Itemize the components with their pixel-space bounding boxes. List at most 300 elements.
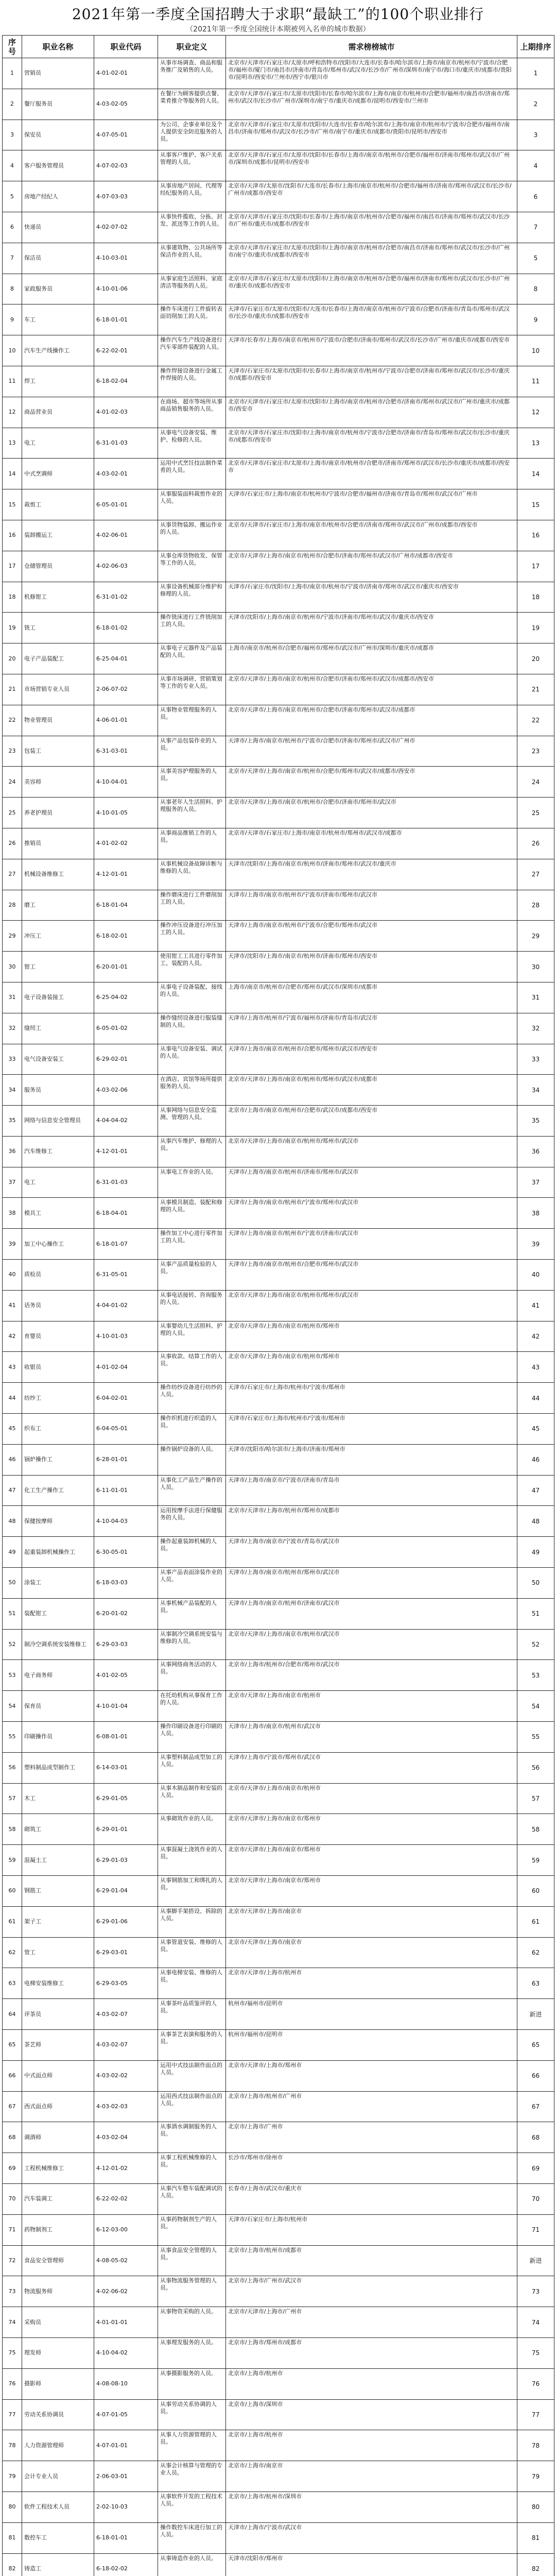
cell-name: 育婴员 <box>22 1321 94 1352</box>
cell-name: 冲压工 <box>22 921 94 952</box>
cell-code: 4-03-02-06 <box>94 1075 158 1106</box>
cell-definition: 使用钳工工具进行零件加工、装配的人员。 <box>158 952 226 982</box>
cell-cities: 天津市/上海市/杭州市/宁波市/福州市/济南市/青岛市/武汉市 <box>226 1013 517 1044</box>
header-cities: 需求榜榜城市 <box>226 36 517 58</box>
cell-last-rank: 54 <box>517 1691 554 1722</box>
table-row <box>3 859 554 890</box>
cell-code: 4-03-02-01 <box>94 459 158 489</box>
cell-cities: 天津市/沈阳市/哈尔滨市/上海市/济南市/郑州市 <box>226 1445 517 1476</box>
cell-name: 装配钳工 <box>22 1599 94 1630</box>
cell-last-rank: 77 <box>517 2400 554 2431</box>
cell-no: 77 <box>3 2400 22 2431</box>
cell-cities: 北京市/天津市/上海市/南京市/郑州市 <box>226 1814 517 1845</box>
cell-cities: 北京市/天津市/上海市/郑州市 <box>226 2061 517 2092</box>
cell-code: 4-10-01-05 <box>94 798 158 828</box>
cell-code: 4-10-04-01 <box>94 767 158 798</box>
cell-definition: 操作印刷设备进行印刷的人员。 <box>158 1722 226 1753</box>
cell-definition: 从事美容护理服务的人员。 <box>158 767 226 798</box>
table-row <box>3 582 554 613</box>
cell-name: 采购员 <box>22 2307 94 2338</box>
cell-last-rank: 2 <box>517 89 554 120</box>
cell-name: 保洁员 <box>22 243 94 274</box>
cell-name: 织布工 <box>22 1414 94 1445</box>
table-row <box>3 1537 554 1568</box>
cell-no: 74 <box>3 2307 22 2338</box>
cell-last-rank: 79 <box>517 2461 554 2492</box>
cell-name: 物业管理员 <box>22 705 94 736</box>
cell-last-rank: 15 <box>517 489 554 520</box>
cell-last-rank: 57 <box>517 1784 554 1815</box>
cell-name: 钳工 <box>22 952 94 982</box>
cell-definition: 操作铣床进行工件铣削加工的人员。 <box>158 613 226 643</box>
cell-last-rank: 10 <box>517 335 554 366</box>
cell-cities: 北京市/上海市/杭州市 <box>226 2430 517 2461</box>
cell-no: 46 <box>3 1445 22 1476</box>
table-row <box>3 1229 554 1260</box>
cell-name: 商品营业员 <box>22 397 94 428</box>
cell-definition: 从事产品质量检验的人员。 <box>158 1260 226 1291</box>
cell-code: 4-03-02-07 <box>94 2030 158 2061</box>
cell-cities: 北京市/上海市/杭州市/成都市 <box>226 2246 517 2277</box>
cell-cities: 天津市/石家庄市/上海市/杭州市 <box>226 2215 517 2246</box>
cell-code: 6-20-01-02 <box>94 1599 158 1630</box>
cell-code: 4-07-02-03 <box>94 150 158 181</box>
cell-definition: 操作汽车生产线设备进行汽车零部件装配的人员。 <box>158 335 226 366</box>
table-row <box>3 2276 554 2307</box>
table-row <box>3 1660 554 1691</box>
cell-code: 4-10-03-01 <box>94 243 158 274</box>
cell-no: 43 <box>3 1352 22 1383</box>
cell-definition: 从事摄影服务的人员。 <box>158 2369 226 2400</box>
cell-name: 铣工 <box>22 613 94 643</box>
cell-no: 31 <box>3 982 22 1013</box>
cell-cities: 天津市/上海市/南京市/杭州市/宁波市/济南市/郑州市/武汉市 <box>226 890 517 921</box>
cell-name: 磨工 <box>22 890 94 921</box>
cell-cities: 北京市/天津市/上海市/南京市/杭州市/郑州市/武汉市 <box>226 1137 517 1167</box>
cell-code: 4-02-07-02 <box>94 212 158 243</box>
cell-definition: 操作数控车床进行加工的人员。 <box>158 2523 226 2554</box>
cell-no: 54 <box>3 1691 22 1722</box>
cell-no: 50 <box>3 1568 22 1599</box>
table-row <box>3 1938 554 1969</box>
cell-no: 41 <box>3 1291 22 1321</box>
cell-definition: 操作织机进行织造的人员。 <box>158 1414 226 1445</box>
cell-code: 6-12-03-00 <box>94 2215 158 2246</box>
cell-definition: 从事制冷空调系统安装与维修的人员。 <box>158 1630 226 1660</box>
cell-definition: 从事快件揽收、分拣、封发、派送等工作的人员。 <box>158 212 226 243</box>
cell-definition: 从事铸造作业的人员。 <box>158 2554 226 2576</box>
cell-cities: 北京市/上海市/深圳市 <box>226 2400 517 2431</box>
cell-definition: 从事工程机械维修的人员。 <box>158 2153 226 2184</box>
cell-no: 38 <box>3 1198 22 1229</box>
cell-definition: 操作冲压设备进行冲压加工的人员。 <box>158 921 226 952</box>
table-row <box>3 1476 554 1506</box>
cell-last-rank: 22 <box>517 705 554 736</box>
cell-no: 34 <box>3 1075 22 1106</box>
table-row <box>3 1845 554 1876</box>
cell-cities: 天津市/沈阳市/上海市/南京市/杭州市/济南市/郑州市/西安市 <box>226 952 517 982</box>
cell-last-rank: 50 <box>517 1568 554 1599</box>
table-row <box>3 674 554 705</box>
table-row <box>3 1352 554 1383</box>
cell-no: 63 <box>3 1968 22 1999</box>
cell-name: 塑料制品成型制作工 <box>22 1753 94 1784</box>
document-subtitle: （2021年第一季度全国统计本期被列入名单的城市数据） <box>186 25 370 33</box>
cell-last-rank: 34 <box>517 1075 554 1106</box>
cell-last-rank: 13 <box>517 428 554 459</box>
cell-code: 4-06-01-01 <box>94 705 158 736</box>
cell-no: 81 <box>3 2523 22 2554</box>
cell-cities: 北京市/天津市/上海市/南京市/杭州市/合肥市/济南市/郑州市/武汉市 <box>226 798 517 828</box>
cell-cities: 天津市/上海市/南京市/杭州市/宁波市/合肥市/济南市/郑州市/武汉市/广州市 <box>226 736 517 767</box>
cell-no: 73 <box>3 2276 22 2307</box>
cell-name: 药物制剂工 <box>22 2215 94 2246</box>
header-code: 职业代码 <box>94 36 158 58</box>
cell-code: 4-02-06-01 <box>94 520 158 551</box>
cell-name: 汽车生产线操作工 <box>22 335 94 366</box>
cell-definition: 从事汽车整车装配调试的人员。 <box>158 2184 226 2215</box>
cell-last-rank: 48 <box>517 1506 554 1537</box>
cell-code: 2-06-07-02 <box>94 674 158 705</box>
cell-definition: 从事市场调研、营销策划等工作的专业人员。 <box>158 674 226 705</box>
cell-name: 车工 <box>22 304 94 335</box>
cell-definition: 从事老年人生活照料、护理服务的人员。 <box>158 798 226 828</box>
cell-cities: 北京市/天津市/上海市/南京市/杭州市/武汉市 <box>226 1630 517 1660</box>
cell-code: 6-04-02-01 <box>94 1383 158 1414</box>
cell-cities: 长沙市/郑州市/徐州市 <box>226 2153 517 2184</box>
cell-code: 6-29-03-05 <box>94 1968 158 1999</box>
cell-cities: 长春市/上海市/武汉市/重庆市 <box>226 2184 517 2215</box>
table-row <box>3 1445 554 1476</box>
ranking-table <box>2 35 554 2576</box>
cell-cities: 上海市/南京市/杭州市/合肥市/福州市/郑州市/武汉市/广州市/深圳市/重庆市/成都市 <box>226 643 517 674</box>
table-row <box>3 58 554 89</box>
table-row <box>3 613 554 643</box>
cell-last-rank: 47 <box>517 1476 554 1506</box>
cell-code: 6-29-01-06 <box>94 1907 158 1938</box>
cell-name: 网络与信息安全管理员 <box>22 1106 94 1137</box>
cell-last-rank: 46 <box>517 1445 554 1476</box>
cell-code: 4-10-04-03 <box>94 1506 158 1537</box>
cell-cities: 天津市/沈阳市/上海市/南京市/杭州市/宁波市/济南市/郑州市/武汉市/重庆市/西安市 <box>226 613 517 643</box>
cell-no: 8 <box>3 274 22 305</box>
cell-last-rank: 51 <box>517 1599 554 1630</box>
cell-no: 37 <box>3 1167 22 1198</box>
cell-definition: 从事电气设备安装、调试的人员。 <box>158 1044 226 1075</box>
cell-name: 会计专业人员 <box>22 2461 94 2492</box>
cell-name: 快递员 <box>22 212 94 243</box>
cell-code: 6-04-05-01 <box>94 1414 158 1445</box>
cell-definition: 从事机械设备故障诊断与维修的人员。 <box>158 859 226 890</box>
cell-code: 4-01-01-01 <box>94 2307 158 2338</box>
cell-cities: 北京市/上海市/杭州市 <box>226 2369 517 2400</box>
cell-code: 4-04-01-02 <box>94 1291 158 1321</box>
cell-last-rank: 49 <box>517 1537 554 1568</box>
cell-last-rank: 18 <box>517 582 554 613</box>
table-row <box>3 890 554 921</box>
cell-no: 45 <box>3 1414 22 1445</box>
cell-last-rank: 17 <box>517 551 554 582</box>
cell-no: 30 <box>3 952 22 982</box>
cell-last-rank: 39 <box>517 1229 554 1260</box>
cell-name: 包装工 <box>22 736 94 767</box>
table-row <box>3 736 554 767</box>
cell-last-rank: 58 <box>517 1814 554 1845</box>
cell-code: 4-12-01-01 <box>94 1137 158 1167</box>
cell-cities: 北京市/天津市/石家庄市/太原市/沈阳市/大连市/长春市/哈尔滨市/上海市/南京市/杭州市/宁波市/合肥市/福州市/南昌市/济南市/郑州市/武汉市/长沙市/广州市/南宁市/重庆市/成都市/贵阳市/昆明市/西安市 <box>226 120 517 151</box>
table-row <box>3 2523 554 2554</box>
table-row <box>3 2369 554 2400</box>
cell-no: 76 <box>3 2369 22 2400</box>
cell-code: 4-10-04-02 <box>94 2338 158 2369</box>
cell-cities: 天津市/石家庄市/沈阳市/上海市/南京市/杭州市/宁波市/济南市/郑州市/武汉市/重庆市/西安市 <box>226 582 517 613</box>
cell-code: 4-10-01-04 <box>94 1691 158 1722</box>
cell-name: 木工 <box>22 1784 94 1815</box>
cell-definition: 从事管道安装、维修的人员。 <box>158 1938 226 1969</box>
cell-name: 中式面点师 <box>22 2061 94 2092</box>
cell-definition: 从事理发服务的人员。 <box>158 2338 226 2369</box>
cell-last-rank: 9 <box>517 304 554 335</box>
cell-no: 11 <box>3 366 22 397</box>
cell-name: 钢筋工 <box>22 1876 94 1907</box>
cell-definition: 从事电话接转、咨询服务的人员。 <box>158 1291 226 1321</box>
cell-definition: 从事商品推销工作的人员。 <box>158 828 226 859</box>
cell-no: 27 <box>3 859 22 890</box>
cell-definition: 从事钢筋加工和绑扎的人员。 <box>158 1876 226 1907</box>
cell-definition: 从事机械产品装配的人员。 <box>158 1599 226 1630</box>
cell-definition: 从事电气设备安装、维护、检修的人员。 <box>158 428 226 459</box>
cell-code: 4-03-02-04 <box>94 2122 158 2153</box>
cell-code: 6-18-02-04 <box>94 366 158 397</box>
cell-name: 西式面点师 <box>22 2092 94 2123</box>
table-row <box>3 274 554 305</box>
cell-name: 理发师 <box>22 2338 94 2369</box>
cell-cities: 北京市/上海市/杭州市/合肥市/郑州市/武汉市 <box>226 1660 517 1691</box>
cell-last-rank: 40 <box>517 1260 554 1291</box>
cell-last-rank: 75 <box>517 2338 554 2369</box>
cell-last-rank: 38 <box>517 1198 554 1229</box>
cell-code: 6-08-01-01 <box>94 1722 158 1753</box>
cell-name: 制冷空调系统安装维修工 <box>22 1630 94 1660</box>
cell-no: 40 <box>3 1260 22 1291</box>
cell-definition: 从事脚手架搭设、拆除的人员。 <box>158 1907 226 1938</box>
cell-code: 4-03-02-03 <box>94 2092 158 2123</box>
cell-definition: 从事网络与信息安全监测、管理的人员。 <box>158 1106 226 1137</box>
cell-name: 汽车装调工 <box>22 2184 94 2215</box>
cell-cities: 北京市/天津市/石家庄市/上海市/南京市/杭州市/郑州市/武汉市/成都市 <box>226 828 517 859</box>
cell-last-rank: 56 <box>517 1753 554 1784</box>
table-row <box>3 489 554 520</box>
cell-name: 养老护理员 <box>22 798 94 828</box>
cell-cities: 北京市/上海市/广州市/武汉市 <box>226 2276 517 2307</box>
table-row <box>3 2092 554 2123</box>
cell-cities: 天津市/沈阳市/郑州市 <box>226 2554 517 2576</box>
cell-name: 起重装卸机械操作工 <box>22 1537 94 1568</box>
cell-code: 6-29-03-01 <box>94 1938 158 1969</box>
cell-cities: 天津市/上海市/南京市/杭州市/济南市/武汉市 <box>226 1599 517 1630</box>
cell-last-rank: 69 <box>517 2153 554 2184</box>
cell-name: 保健按摩师 <box>22 1506 94 1537</box>
cell-definition: 从事仓库货物收发、保管等工作的人员。 <box>158 551 226 582</box>
cell-last-rank: 31 <box>517 982 554 1013</box>
cell-cities: 杭州市/福州市/昆明市 <box>226 2030 517 2061</box>
table-row <box>3 243 554 274</box>
cell-definition: 从事电梯安装、维修的人员。 <box>158 1968 226 1999</box>
cell-no: 67 <box>3 2092 22 2123</box>
cell-last-rank: 5 <box>517 243 554 274</box>
cell-code: 6-31-03-01 <box>94 736 158 767</box>
cell-no: 16 <box>3 520 22 551</box>
cell-no: 72 <box>3 2246 22 2277</box>
cell-last-rank: 41 <box>517 1291 554 1321</box>
cell-cities: 北京市/天津市/石家庄市/上海市/南京市/杭州市/合肥市/济南市/郑州市/武汉市/广州市/成都市/西安市 <box>226 520 517 551</box>
cell-name: 工程机械维修工 <box>22 2153 94 2184</box>
table-row <box>3 335 554 366</box>
cell-code: 6-22-02-02 <box>94 2184 158 2215</box>
table-row <box>3 2030 554 2061</box>
cell-last-rank: 81 <box>517 2523 554 2554</box>
cell-cities: 天津市/石家庄市/太原市/沈阳市/长春市/上海市/南京市/杭州市/宁波市/合肥市/济南市/郑州市/武汉市/长沙市/重庆市/成都市/西安市 <box>226 366 517 397</box>
cell-code: 6-18-04-01 <box>94 1198 158 1229</box>
cell-code: 6-11-01-01 <box>94 1476 158 1506</box>
cell-definition: 从事劳动关系协调的人员。 <box>158 2400 226 2431</box>
cell-name: 裁剪工 <box>22 489 94 520</box>
cell-no: 56 <box>3 1753 22 1784</box>
cell-definition: 从事药物制剂生产的人员。 <box>158 2215 226 2246</box>
cell-last-rank: 21 <box>517 674 554 705</box>
cell-last-rank: 1 <box>517 58 554 89</box>
cell-definition: 从事食品安全管理的人员。 <box>158 2246 226 2277</box>
cell-last-rank: 37 <box>517 1167 554 1198</box>
table-row <box>3 1722 554 1753</box>
table-row <box>3 2153 554 2184</box>
cell-name: 数控车工 <box>22 2523 94 2554</box>
table-row <box>3 459 554 489</box>
cell-code: 6-31-01-02 <box>94 582 158 613</box>
table-row <box>3 1106 554 1137</box>
cell-last-rank: 12 <box>517 397 554 428</box>
cell-name: 砌筑工 <box>22 1814 94 1845</box>
cell-code: 4-02-06-03 <box>94 551 158 582</box>
cell-last-rank: 19 <box>517 613 554 643</box>
cell-definition: 从事茶艺表演和服务的人员。 <box>158 2030 226 2061</box>
table-row <box>3 2461 554 2492</box>
cell-definition: 从事市场调查、商品和服务推广及销售的人员。 <box>158 58 226 89</box>
cell-name: 机械设备维修工 <box>22 859 94 890</box>
cell-cities: 天津市/沈阳市/上海市/南京市/杭州市/济南市/郑州市/武汉市/重庆市 <box>226 859 517 890</box>
cell-name: 化工生产操作工 <box>22 1476 94 1506</box>
cell-last-rank: 67 <box>517 2092 554 2123</box>
cell-cities: 北京市/天津市/石家庄市/沈阳市/上海市/南京市/杭州市/宁波市/合肥市/济南市/青岛市/郑州市/武汉市/长沙市/重庆市/成都市/西安市 <box>226 428 517 459</box>
cell-no: 71 <box>3 2215 22 2246</box>
cell-cities: 北京市/上海市/郑州市/成都市 <box>226 2338 517 2369</box>
cell-definition: 操作磨床进行工件磨削加工的人员。 <box>158 890 226 921</box>
cell-no: 68 <box>3 2122 22 2153</box>
cell-no: 21 <box>3 674 22 705</box>
cell-name: 保安员 <box>22 120 94 151</box>
cell-name: 服务员 <box>22 1075 94 1106</box>
cell-cities: 天津市/石家庄市/太原市/沈阳市/大连市/长春市/上海市/南京市/杭州市/宁波市/合肥市/济南市/青岛市/郑州市/武汉市/长沙市/重庆市/成都市/西安市 <box>226 304 517 335</box>
cell-cities: 天津市/石家庄市/上海市/南京市/杭州市/宁波市/合肥市/福州市/济南市/青岛市/郑州市/武汉市/广州市 <box>226 489 517 520</box>
cell-definition: 从事砌筑作业的人员。 <box>158 1814 226 1845</box>
cell-cities: 北京市/天津市/石家庄市/太原市/呼和浩特市/沈阳市/大连市/长春市/哈尔滨市/上海市/南京市/杭州市/宁波市/合肥市/福州市/厦门市/南昌市/济南市/青岛市/郑州市/武汉市/长沙市/广州市/深圳市/南宁市/海口市/重庆市/成都市/贵阳市/昆明市/西安市/兰州市/西宁市/银川市 <box>226 58 517 89</box>
cell-name: 印刷操作员 <box>22 1722 94 1753</box>
cell-code: 4-03-02-07 <box>94 1999 158 2030</box>
cell-cities: 北京市/天津市/上海市/南京市 <box>226 1938 517 1969</box>
table-row <box>3 1753 554 1784</box>
cell-no: 69 <box>3 2153 22 2184</box>
cell-cities: 北京市/天津市/上海市/南京市/杭州市/郑州市 <box>226 1321 517 1352</box>
cell-code: 6-18-02-01 <box>94 921 158 952</box>
cell-no: 44 <box>3 1383 22 1414</box>
cell-definition: 从事茶叶品质鉴评的人员。 <box>158 1999 226 2030</box>
cell-cities: 北京市/天津市/太原市/沈阳市/大连市/长春市/上海市/南京市/杭州市/合肥市/福州市/济南市/郑州市/武汉市/长沙市/广州市/成都市/西安市 <box>226 181 517 212</box>
table-row <box>3 1321 554 1352</box>
cell-code: 4-03-02-05 <box>94 89 158 120</box>
cell-code: 6-31-01-03 <box>94 1167 158 1198</box>
cell-no: 3 <box>3 120 22 151</box>
cell-no: 24 <box>3 767 22 798</box>
cell-code: 4-10-01-06 <box>94 274 158 305</box>
cell-last-rank: 26 <box>517 828 554 859</box>
table-row <box>3 1137 554 1167</box>
cell-last-rank: 16 <box>517 520 554 551</box>
cell-name: 电子产品装配工 <box>22 643 94 674</box>
cell-definition: 在餐厅为顾客提供点餐、菜肴推介等服务的人员。 <box>158 89 226 120</box>
cell-no: 9 <box>3 304 22 335</box>
table-row <box>3 212 554 243</box>
cell-last-rank: 42 <box>517 1321 554 1352</box>
table-row <box>3 1599 554 1630</box>
cell-last-rank: 36 <box>517 1137 554 1167</box>
cell-code: 6-25-04-01 <box>94 643 158 674</box>
cell-last-rank: 82 <box>517 2554 554 2576</box>
cell-last-rank: 29 <box>517 921 554 952</box>
cell-definition: 从事木制品制作和安装的人员。 <box>158 1784 226 1815</box>
cell-name: 推销员 <box>22 828 94 859</box>
cell-code: 4-01-02-05 <box>94 1660 158 1691</box>
cell-last-rank: 71 <box>517 2215 554 2246</box>
cell-code: 6-18-01-02 <box>94 613 158 643</box>
cell-definition: 从事物业管理服务的人员。 <box>158 705 226 736</box>
cell-definition: 从事建筑物、公共场所等保洁作业的人员。 <box>158 243 226 274</box>
cell-last-rank: 65 <box>517 2030 554 2061</box>
cell-last-rank: 30 <box>517 952 554 982</box>
cell-cities: 北京市/天津市/上海市/南京市/杭州市 <box>226 1784 517 1815</box>
cell-cities: 北京市/天津市/石家庄市/太原市/沈阳市/长春市/上海市/南京市/杭州市/合肥市/福州市/济南市/郑州市/武汉市/广州市/深圳市/成都市/昆明市/西安市 <box>226 150 517 181</box>
cell-code: 4-07-01-05 <box>94 2400 158 2431</box>
cell-name: 涂装工 <box>22 1568 94 1599</box>
cell-last-rank: 45 <box>517 1414 554 1445</box>
table-row <box>3 2554 554 2576</box>
cell-definition: 从事货物装卸、搬运作业的人员。 <box>158 520 226 551</box>
cell-cities: 北京市/天津市/上海市/杭州市 <box>226 1968 517 1999</box>
cell-name: 电工 <box>22 428 94 459</box>
table-row <box>3 366 554 397</box>
header-name: 职业名称 <box>22 36 94 58</box>
table-row <box>3 1876 554 1907</box>
cell-last-rank: 新进 <box>517 2246 554 2277</box>
cell-cities: 北京市/天津市/上海市/南京市/杭州市 <box>226 1691 517 1722</box>
cell-cities: 北京市/天津市/石家庄市/沈阳市/长春市/上海市/南京市/杭州市/合肥市/福州市/南昌市/济南市/郑州市/武汉市/长沙市/广州市/重庆市/成都市/西安市 <box>226 212 517 243</box>
table-row <box>3 1814 554 1845</box>
cell-no: 58 <box>3 1814 22 1845</box>
cell-code: 6-31-01-03 <box>94 428 158 459</box>
cell-name: 焊工 <box>22 366 94 397</box>
cell-last-rank: 33 <box>517 1044 554 1075</box>
cell-name: 家政服务员 <box>22 274 94 305</box>
cell-definition: 在商场、超市等场所从事商品销售服务的人员。 <box>158 397 226 428</box>
